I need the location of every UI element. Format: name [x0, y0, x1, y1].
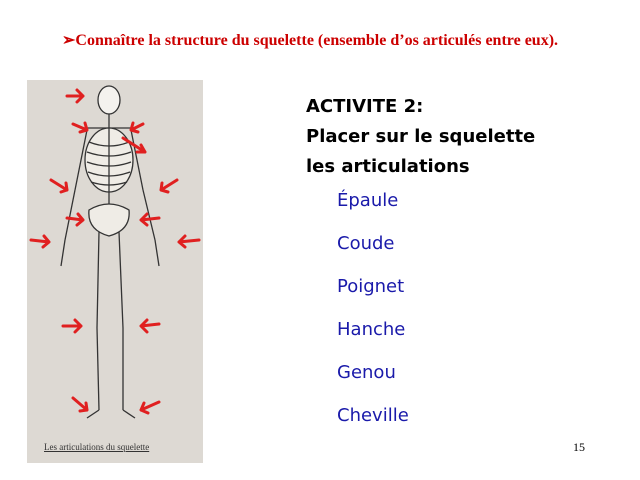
joint-item-genou: Genou — [337, 362, 396, 383]
joint-item-coude: Coude — [337, 233, 395, 254]
photo-caption: Les articulations du squelette — [44, 442, 150, 452]
joint-item-poignet: Poignet — [337, 276, 405, 297]
skeleton-photo — [27, 80, 203, 463]
activity-line-2: Placer sur le squelette — [306, 126, 536, 147]
skeleton-illustration — [27, 80, 203, 463]
page-number: 15 — [573, 440, 585, 454]
joint-item-hanche: Hanche — [337, 319, 406, 340]
joint-item-cheville: Cheville — [337, 405, 409, 426]
activity-title — [306, 92, 535, 182]
slide-heading — [62, 31, 562, 50]
activity-line-3: les articulations — [306, 156, 470, 177]
heading-text: Connaître la structure du squelette (ensemble d’os articulés entre eux). — [75, 32, 559, 49]
joint-item-epaule: Épaule — [337, 190, 399, 211]
activity-line-1: ACTIVITE 2: — [306, 96, 424, 117]
joints-list — [337, 186, 409, 444]
arrow-bullet-icon: ➢ — [62, 32, 76, 49]
